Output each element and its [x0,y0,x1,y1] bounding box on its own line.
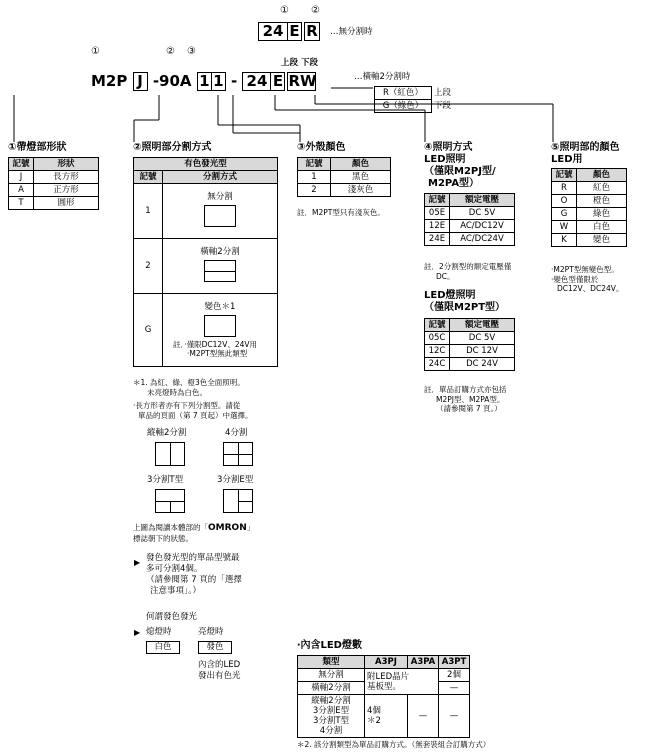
split-header-method: 分割方式 [163,171,278,184]
led-voltage-note: 註．2分割型的額定電壓僅 DC。 [424,262,512,281]
cell: 長方形 [34,171,99,184]
omron-logo: OMRON [208,523,247,533]
top-code-color: R [304,22,320,41]
table-row [552,208,627,221]
upper-lower-label: 上段 下段 [281,58,318,68]
cell: 正方形 [34,184,99,197]
table-row [9,197,99,210]
led-count-header-pa: A3PA [408,656,439,669]
model-body: -90A [152,72,192,90]
cell: DC 24V [450,358,515,371]
case-color-table [297,157,391,197]
tip2-off-label: 熄燈時 [146,627,172,637]
model-code [91,72,316,91]
section-case-title: ③外殼顏色 [297,142,346,153]
led-count-title: ‧內含LED燈數 [297,640,362,651]
table-row [425,332,515,345]
legend-lower-code: G（綠色） [375,100,432,113]
split-none-label: 無分割 [207,192,233,202]
table-row [552,182,627,195]
model-color: RW [288,72,317,90]
cell: O [552,195,577,208]
split-vertical-diagram [155,442,185,466]
omron-note: 上圖為閱讀本體部的「OMRON」 標誌朝下的狀態。 [133,523,255,543]
split-color-change-diagram [204,315,236,337]
cell: DC 12V [450,345,515,358]
split-vertical-label: 縱軸2分割 [147,428,187,438]
split-table [133,157,278,367]
cell: T [9,197,34,210]
cell [163,184,278,239]
split-e-diagram [223,489,253,513]
section-split-title: ②照明部分割方式 [133,142,212,153]
light-header-code: 記號 [552,169,577,182]
led-count-note: ＊2. 該分割類型為單品訂購方式。（無套裝組合訂購方式） [297,740,491,749]
cell: 白色 [577,221,627,234]
tip2-color-box: 發色 [198,641,232,654]
cell: AC/DC24V [450,233,515,246]
cell: 淺灰色 [331,184,391,197]
cell: 12C [425,345,450,358]
led-header-voltage: 額定電壓 [450,194,515,207]
table-row [134,294,278,367]
lamp-header-voltage: 額定電壓 [450,319,515,332]
light-header-color: 顏色 [577,169,627,182]
table-row [298,669,470,682]
cell: G [134,294,163,367]
top-circle-2: ② [311,5,320,16]
table-row [425,207,515,220]
tip1-arrow: ▶ [134,558,141,567]
table-row [552,195,627,208]
cell: 變色 [577,234,627,247]
top-code [258,22,320,41]
table-row [552,221,627,234]
table-row [134,239,278,294]
tip2-title: 何謂發色發光 [146,612,198,622]
cell: — [439,695,470,738]
cell [163,239,278,294]
cell: — [408,695,439,738]
cell: 橙色 [577,195,627,208]
case-note: 註．M2PT型只有淺灰色。 [297,208,385,217]
top-code-type: E [288,22,302,41]
model-case: 1 [212,72,226,91]
led-count-table [297,655,470,738]
legend-lower-pos: 下段 [434,101,452,111]
split-t-label: 3分割T型 [147,475,184,485]
cell [163,294,278,367]
cell: 綠色 [577,208,627,221]
model-circle-3: ③ [187,46,196,57]
table-row [298,695,470,738]
cell: 圓形 [34,197,99,210]
split-header-code: 記號 [134,171,163,184]
cell: 12E [425,220,450,233]
led-count-header-pj: A3PJ [365,656,408,669]
cell: 黑色 [331,171,391,184]
cell: G [552,208,577,221]
case-header-color: 顏色 [331,158,391,171]
table-row [9,171,99,184]
table-row [134,184,278,239]
model-series: M2P [91,72,128,90]
tip2-white-box: 白色 [146,641,180,654]
cell: 2 [134,239,163,294]
model-dash: - [231,72,238,90]
cell: DC 5V [450,207,515,220]
table-row [552,234,627,247]
cell: 無分割 [298,669,365,682]
led-lamp-title: LED燈照明 （僅限M2PT型） [424,290,506,313]
cell: DC 5V [450,332,515,345]
split-quad-diagram [223,442,253,466]
case-header-code: 記號 [298,158,331,171]
cell: 橫軸2分割 [298,682,365,695]
model-circle-2: ② [166,46,175,57]
table-row [425,220,515,233]
model-type: E [271,72,285,91]
legend-upper-pos: 上段 [434,88,452,98]
split-notes: ＊1. 為紅、綠、橙3色全面照明。 未亮燈時為白色。 ‧長方形者亦有下列分割型。請從 單品的頁面（第 7 頁起）中選擇。 [133,378,253,420]
section-shape-title: ①帶燈部形狀 [8,142,67,153]
cell: — [439,682,470,695]
model-note: …橫軸2分割時 [354,72,411,82]
led-lamp-table [424,318,515,371]
shape-header-code: 記號 [9,158,34,171]
split-none-diagram [204,205,236,227]
color-change-note: 註．‧僅限DC12V、24V用 ‧M2PT型無此類型 [173,339,257,358]
model-shape: J [133,72,148,91]
led-count-header-type: 類型 [298,656,365,669]
cell: 縱軸2分割 3分割E型 3分割T型 4分割 [298,695,365,738]
split-variants [147,428,287,518]
light-color-notes: ‧M2PT型無變色型。 ‧變色型僅限於 DC12V、DC24V。 [551,265,624,293]
model-circle-1: ① [91,46,100,57]
cell: 05C [425,332,450,345]
cell: 1 [298,171,331,184]
lamp-header-code: 記號 [425,319,450,332]
cell: A [9,184,34,197]
led-voltage-table [424,193,515,246]
split-quad-label: 4分割 [225,428,248,438]
cell: AC/DC12V [450,220,515,233]
cell: 紅色 [577,182,627,195]
tip2-on-label: 亮燈時 [198,627,224,637]
table-row [298,171,391,184]
light-color-table [551,168,627,247]
led-count-header-pt: A3PT [439,656,470,669]
cell: 4個 ＊2 [365,695,408,738]
cell: J [9,171,34,184]
cell: 24E [425,233,450,246]
model-voltage: 24 [242,72,271,91]
tip1-text: 發色發光型的單品型號最 多可分割4個。 （請參閱第 7 頁的「選擇 注意事項」。） [146,553,242,596]
shape-header-shape: 形狀 [34,158,99,171]
top-code-voltage: 24 [258,22,288,41]
table-row [425,233,515,246]
legend-upper-code: R（紅色） [375,87,432,100]
led-header-code: 記號 [425,194,450,207]
cell: K [552,234,577,247]
section-lighting-title: ④照明方式 LED照明 （僅限M2PJ型/ M2PA型） [424,142,496,189]
cell: W [552,221,577,234]
cell: 附LED晶片 基板型。 [365,669,439,695]
tip2-desc: 內含的LED 發出有色光 [198,660,241,681]
cell: 05E [425,207,450,220]
split-horizontal-label: 橫軸2分割 [200,247,240,257]
led-lamp-note: 註．單品訂購方式亦包括 M2PJ型、M2PA型。 （請參閱第 7 頁。） [424,385,507,413]
split-group-header: 有色發光型 [134,158,278,171]
section-light-color-title: ⑤照明部的顏色 LED用 [551,142,620,165]
table-row [425,345,515,358]
cell: R [552,182,577,195]
table-row [425,358,515,371]
split-e-label: 3分割E型 [217,475,254,485]
tip2-arrow: ▶ [134,628,141,637]
cell: 1 [134,184,163,239]
model-split: 1 [197,72,212,91]
shape-table [8,157,99,210]
table-row [298,184,391,197]
cell: 2個 [439,669,470,682]
split-color-legend [374,86,454,113]
split-color-change-label: 變色＊1 [204,301,236,312]
split-t-diagram [155,489,185,513]
top-circle-1: ① [280,5,289,16]
cell: 2 [298,184,331,197]
top-note: …無分割時 [330,27,373,37]
split-horizontal-diagram [204,260,236,282]
cell: 24C [425,358,450,371]
table-row [9,184,99,197]
